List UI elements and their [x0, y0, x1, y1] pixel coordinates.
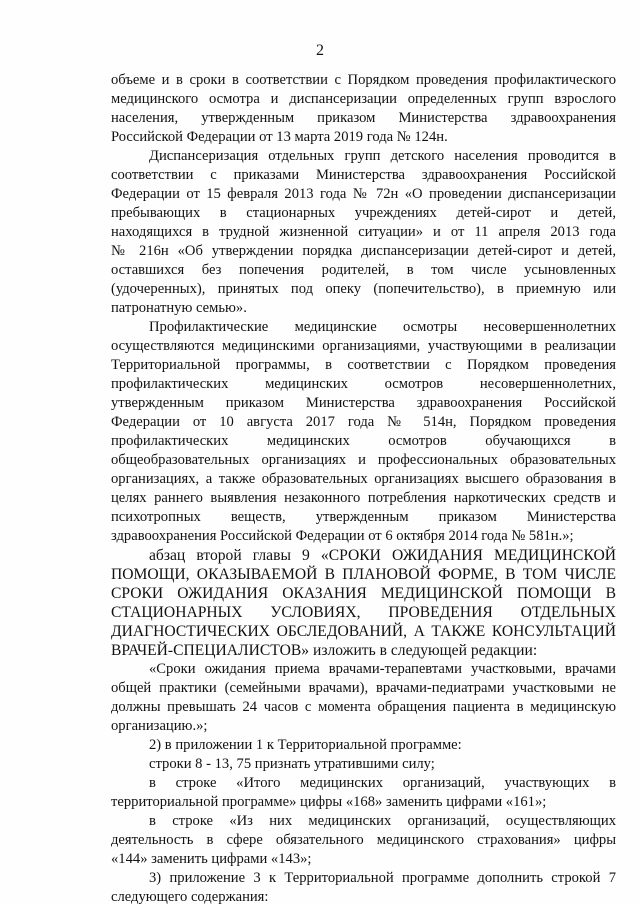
text-line: Федерации от 10 августа 2017 года № 514н, Порядком проведения: [111, 414, 616, 430]
text-line: находящихся в трудной жизненной ситуации» и от 11 апреля 2013 года: [111, 224, 616, 240]
text-line: объеме и в сроки в соответствии с Порядком проведения профилактического: [111, 72, 616, 88]
text-line: ВРАЧЕЙ-СПЕЦИАЛИСТОВ» изложить в следующей редакции:: [111, 642, 538, 659]
text-line: населения, утвержденным приказом Министерства здравоохранения: [111, 110, 616, 126]
text-line: 3) приложение 3 к Территориальной программе дополнить строкой 7: [149, 870, 616, 886]
text-line: осуществляются медицинскими организациями, участвующими в реализации: [111, 338, 616, 354]
text-line: территориальной программе» цифры «168» заменить цифрами «161»;: [111, 794, 547, 810]
text-line: СРОКИ ОЖИДАНИЯ ОКАЗАНИЯ МЕДИЦИНСКОЙ ПОМОЩИ В: [111, 585, 616, 602]
text-line: общей практики (семейными врачами), врачами-педиатрами участковыми не: [111, 680, 616, 696]
text-line: 2) в приложении 1 к Территориальной программе:: [149, 737, 462, 753]
text-line: патронатную семью».: [111, 300, 247, 316]
text-line: СТАЦИОНАРНЫХ УСЛОВИЯХ, ПРОВЕДЕНИЯ ОТДЕЛЬНЫХ: [111, 604, 616, 621]
text-line: оставшихся без попечения родителей, в том числе усыновленных: [111, 262, 616, 278]
text-line: деятельность в сфере обязательного медицинского страхования» цифры: [111, 832, 616, 848]
text-line: организацию.»;: [111, 718, 208, 734]
document-body: [111, 71, 616, 907]
text-line: № 216н «Об утверждении порядка диспансеризации детей-сирот и детей,: [111, 243, 616, 259]
text-line: в строке «Из них медицинских организаций, осуществляющих: [149, 813, 616, 829]
text-line: следующего содержания:: [111, 889, 269, 905]
text-line: ПОМОЩИ, ОКАЗЫВАЕМОЙ В ПЛАНОВОЙ ФОРМЕ, В ТОМ ЧИСЛЕ: [111, 566, 616, 583]
page-number: 2: [316, 42, 324, 59]
text-line: организациях, а также образовательных организациях высшего образования в: [111, 471, 616, 487]
text-line: психотропных веществ, утвержденным приказом Министерства: [111, 509, 616, 525]
text-line: утвержденным приказом Министерства здравоохранения Российской: [111, 395, 616, 411]
text-line: пребывающих в стационарных учреждениях детей-сирот и детей,: [111, 205, 616, 221]
text-line: (удочеренных), принятых под опеку (попечительство), в приемную или: [111, 281, 616, 297]
text-line: медицинского осмотра и диспансеризации определенных групп взрослого: [111, 91, 616, 107]
text-line: «144» заменить цифрами «143»;: [111, 851, 312, 867]
text-line: в строке «Итого медицинских организаций, участвующих в: [149, 775, 616, 791]
text-line: общеобразовательных организациях и профессиональных образовательных: [111, 452, 616, 468]
text-line: Диспансеризация отдельных групп детского населения проводится в: [149, 148, 616, 164]
text-line: абзац второй главы 9 «СРОКИ ОЖИДАНИЯ МЕДИЦИНСКОЙ: [149, 547, 616, 564]
text-line: Территориальной программы, в соответствии с Порядком проведения: [111, 357, 616, 373]
text-line: «Сроки ожидания приема врачами-терапевтами участковыми, врачами: [149, 661, 616, 677]
text-line: Федерации от 15 февраля 2013 года № 72н «О проведении диспансеризации: [111, 186, 616, 202]
text-line: соответствии с приказами Министерства здравоохранения Российской: [111, 167, 616, 183]
text-line: ДИАГНОСТИЧЕСКИХ ОБСЛЕДОВАНИЙ, А ТАКЖЕ КОНСУЛЬТАЦИЙ: [111, 623, 616, 640]
text-line: Профилактические медицинские осмотры несовершеннолетних: [149, 319, 616, 335]
text-line: здравоохранения Российской Федерации от 6 октября 2014 года № 581н.»;: [111, 528, 574, 544]
text-line: целях раннего выявления незаконного потребления наркотических средств и: [111, 490, 616, 506]
text-line: строки 8 - 13, 75 признать утратившими силу;: [149, 756, 435, 772]
text-line: профилактических медицинских осмотров несовершеннолетних,: [111, 376, 616, 392]
text-line: должны превышать 24 часов с момента обращения пациента в медицинскую: [111, 699, 616, 715]
text-line: Российской Федерации от 13 марта 2019 года № 124н.: [111, 129, 448, 145]
text-line: профилактических медицинских осмотров обучающихся в: [111, 433, 616, 449]
